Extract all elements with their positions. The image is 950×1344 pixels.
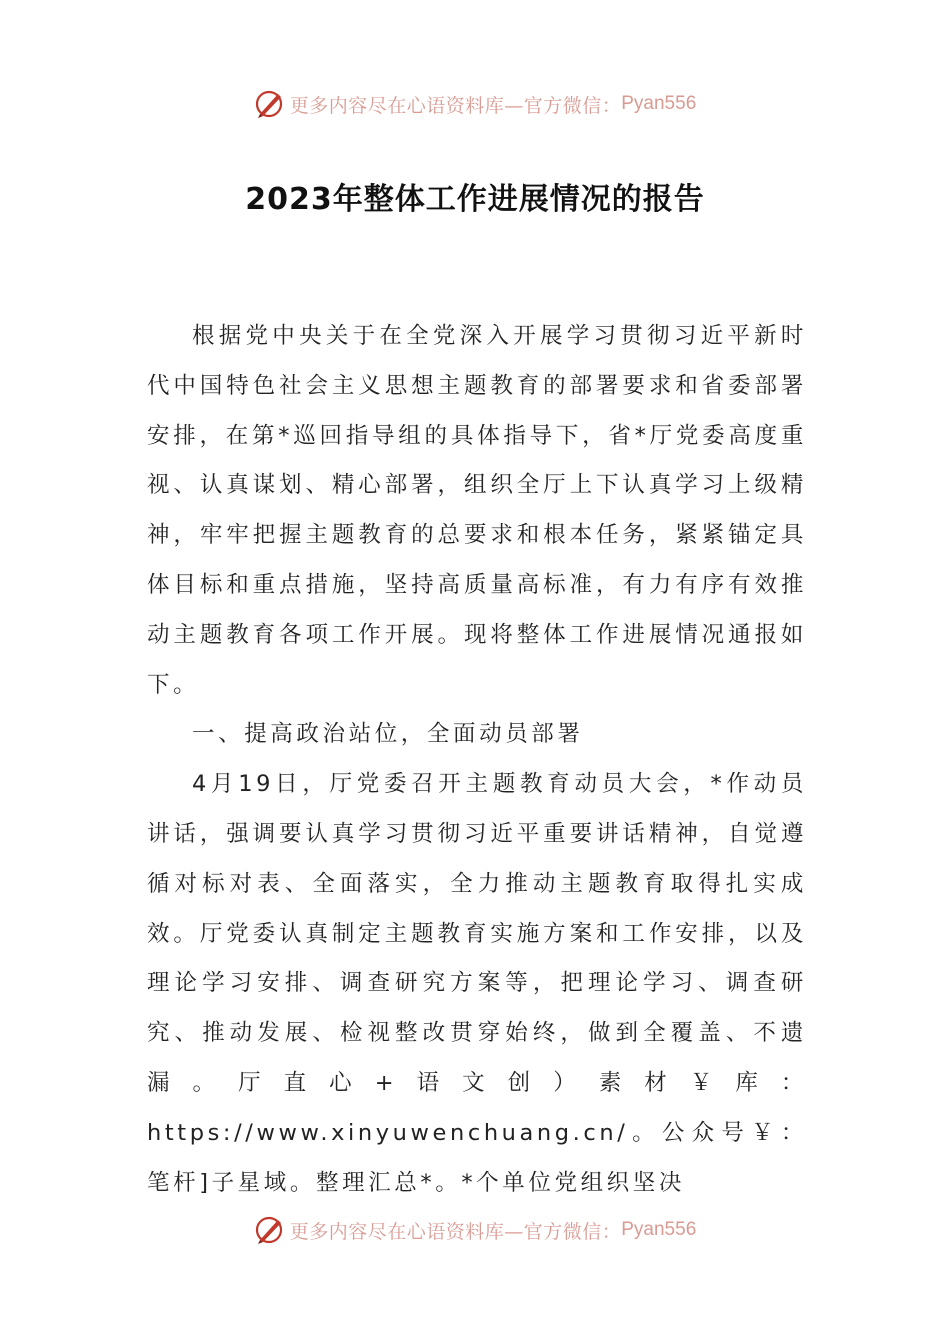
banner-text: 更多内容尽在心语资料库—官方微信： [289,1220,622,1243]
pen-logo-icon [254,88,286,120]
section-heading: 一、提高政治站位，全面动员部署 [192,721,584,748]
paragraph-section-1: 4月19日，厅党委召开主题教育动员大会，*作动员讲话，强调要认真学习贯彻习近平重要讲话精神，自觉遵循对标对表、全面落实，全力推动主题教育取得扎实成效。厅党委认真制定主题教育实施方案和工作安排，以及理论学习安排、调查研究方案等，把理论学习、调查研究、推动发展、检视整改贯穿始终，做到全覆盖、不遗漏。厅直心+语文创）素材￥库：https://www.xinyuwenchuang.cn/。公众号￥：笔杆]子星域。整理汇总*。*个单位党组织坚决 [147,771,807,1196]
banner-text: 更多内容尽在心语资料库—官方微信： [289,94,622,117]
pen-logo-icon [254,1214,286,1246]
document-body [147,312,807,1208]
banner-wechat-id: Pyan556 [621,93,697,114]
header-watermark-banner [0,84,950,124]
footer-watermark-banner [0,1210,950,1250]
paragraph-intro: 根据党中央关于在全党深入开展学习贯彻习近平新时代中国特色社会主义思想主题教育的部署要求和省委部署安排，在第*巡回指导组的具体指导下，省*厅党委高度重视、认真谋划、精心部署，组织全厅上下认真学习上级精神，牢牢把握主题教育的总要求和根本任务，紧紧锚定具体目标和重点措施，坚持高质量高标准，有力有序有效推动主题教育各项工作开展。现将整体工作进展情况通报如下。 [147,323,807,698]
banner-wechat-id: Pyan556 [621,1219,697,1240]
document-title: 2023年整体工作进展情况的报告 [245,182,705,217]
